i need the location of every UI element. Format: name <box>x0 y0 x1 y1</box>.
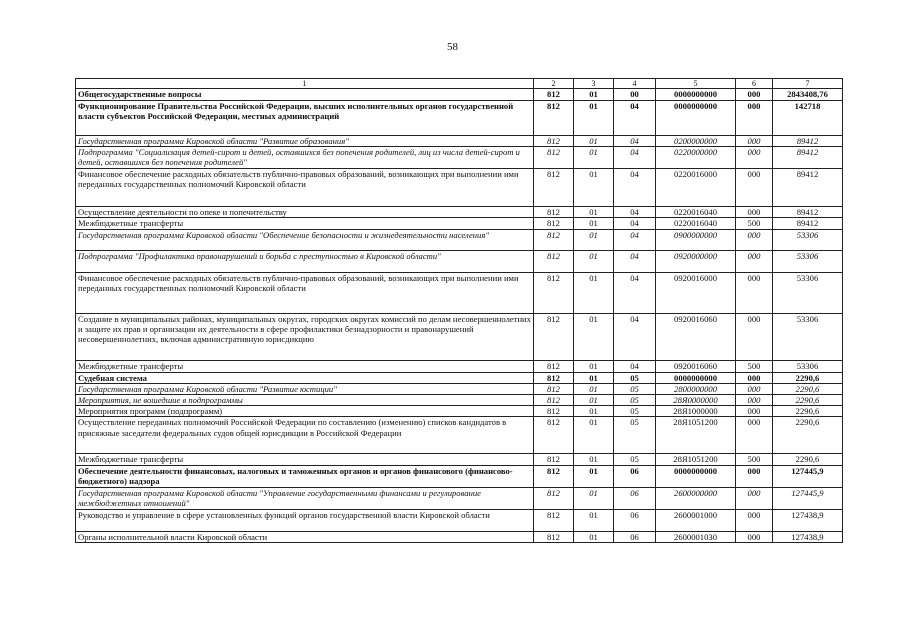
header-cell: 7 <box>773 79 843 89</box>
item-name-cell: Функционирование Правительства Российской Федерации, высших исполнительных органов государственной власти субъектов Российской Федерации, местных администраций <box>76 101 534 136</box>
table-row <box>76 487 843 509</box>
amount-cell: 89412 <box>773 207 843 218</box>
subsection-code-cell: 05 <box>614 454 656 465</box>
subsection-code-cell: 06 <box>614 487 656 509</box>
item-name-cell: Государственная программа Кировской области "Управление государственными финансами и регулирование межбюджетных отношений" <box>76 487 534 509</box>
amount-cell: 89412 <box>773 147 843 169</box>
subsection-code-cell: 04 <box>614 147 656 169</box>
target-article-cell: 0220016000 <box>656 169 736 207</box>
chapter-code-cell: 01 <box>574 89 614 101</box>
expense-type-cell: 500 <box>736 218 773 229</box>
section-code-cell: 812 <box>534 207 574 218</box>
table-row <box>76 313 843 360</box>
chapter-code-cell: 01 <box>574 360 614 372</box>
expense-type-cell: 000 <box>736 169 773 207</box>
chapter-code-cell: 01 <box>574 136 614 147</box>
subsection-code-cell: 00 <box>614 89 656 101</box>
amount-cell: 53306 <box>773 360 843 372</box>
amount-cell: 2290,6 <box>773 454 843 465</box>
amount-cell: 127438,9 <box>773 509 843 531</box>
section-code-cell: 812 <box>534 313 574 360</box>
chapter-code-cell: 01 <box>574 406 614 417</box>
subsection-code-cell: 05 <box>614 417 656 454</box>
section-code-cell: 812 <box>534 372 574 383</box>
target-article-cell: 0220016040 <box>656 207 736 218</box>
expense-type-cell: 000 <box>736 531 773 542</box>
target-article-cell: 2800000000 <box>656 383 736 394</box>
expense-type-cell: 000 <box>736 395 773 406</box>
chapter-code-cell: 01 <box>574 487 614 509</box>
header-cell: 5 <box>656 79 736 89</box>
target-article-cell: 0920016000 <box>656 272 736 313</box>
header-cell: 4 <box>614 79 656 89</box>
expense-type-cell: 000 <box>736 207 773 218</box>
chapter-code-cell: 01 <box>574 250 614 272</box>
chapter-code-cell: 01 <box>574 454 614 465</box>
subsection-code-cell: 05 <box>614 383 656 394</box>
target-article-cell: 0000000000 <box>656 89 736 101</box>
chapter-code-cell: 01 <box>574 169 614 207</box>
chapter-code-cell: 01 <box>574 465 614 487</box>
subsection-code-cell: 05 <box>614 395 656 406</box>
amount-cell: 2290,6 <box>773 406 843 417</box>
header-cell: 6 <box>736 79 773 89</box>
expense-type-cell: 000 <box>736 313 773 360</box>
section-code-cell: 812 <box>534 229 574 250</box>
section-code-cell: 812 <box>534 169 574 207</box>
target-article-cell: 28Я1051200 <box>656 417 736 454</box>
table-row <box>76 136 843 147</box>
expense-type-cell: 000 <box>736 509 773 531</box>
amount-cell: 127445,9 <box>773 465 843 487</box>
header-cell: 1 <box>76 79 534 89</box>
subsection-code-cell: 06 <box>614 509 656 531</box>
section-code-cell: 812 <box>534 101 574 136</box>
section-code-cell: 812 <box>534 406 574 417</box>
section-code-cell: 812 <box>534 147 574 169</box>
subsection-code-cell: 04 <box>614 229 656 250</box>
subsection-code-cell: 04 <box>614 218 656 229</box>
subsection-code-cell: 05 <box>614 372 656 383</box>
item-name-cell: Подпрограмма "Социализация детей-сирот и детей, оставшихся без попечения родителей, лиц из числа детей-сирот и детей, оставшихся без попечения родителей" <box>76 147 534 169</box>
item-name-cell: Руководство и управление в сфере установленных функций органов государственной власти Кировской области <box>76 509 534 531</box>
amount-cell: 127438,9 <box>773 531 843 542</box>
section-code-cell: 812 <box>534 465 574 487</box>
section-code-cell: 812 <box>534 383 574 394</box>
chapter-code-cell: 01 <box>574 417 614 454</box>
subsection-code-cell: 04 <box>614 101 656 136</box>
subsection-code-cell: 04 <box>614 250 656 272</box>
chapter-code-cell: 01 <box>574 229 614 250</box>
item-name-cell: Создание в муниципальных районах, муниципальных округах, городских округах комиссий по делам несовершеннолетних и защите их прав и организации их деятельности в сфере профилактики безнадзорности и правонарушений несовершеннолетних, включая административную юрисдикцию <box>76 313 534 360</box>
target-article-cell: 28Я0000000 <box>656 395 736 406</box>
item-name-cell: Финансовое обеспечение расходных обязательств публично-правовых образований, возникающих при выполнении ими переданных государственных полномочий Кировской области <box>76 272 534 313</box>
section-code-cell: 812 <box>534 454 574 465</box>
target-article-cell: 28Я1051200 <box>656 454 736 465</box>
table-row <box>76 531 843 542</box>
chapter-code-cell: 01 <box>574 218 614 229</box>
target-article-cell: 0920000000 <box>656 250 736 272</box>
amount-cell: 89412 <box>773 169 843 207</box>
subsection-code-cell: 05 <box>614 406 656 417</box>
subsection-code-cell: 04 <box>614 207 656 218</box>
table-row <box>76 207 843 218</box>
chapter-code-cell: 01 <box>574 383 614 394</box>
expense-type-cell: 000 <box>736 136 773 147</box>
page-number: 58 <box>447 41 458 53</box>
subsection-code-cell: 06 <box>614 465 656 487</box>
target-article-cell: 2600001000 <box>656 509 736 531</box>
target-article-cell: 0900000000 <box>656 229 736 250</box>
expense-type-cell: 000 <box>736 417 773 454</box>
expense-type-cell: 000 <box>736 487 773 509</box>
expense-type-cell: 500 <box>736 360 773 372</box>
item-name-cell: Обеспечение деятельности финансовых, налоговых и таможенных органов и органов финансового (финансово-бюджетного) надзора <box>76 465 534 487</box>
item-name-cell: Судебная система <box>76 372 534 383</box>
chapter-code-cell: 01 <box>574 101 614 136</box>
expense-type-cell: 000 <box>736 250 773 272</box>
target-article-cell: 0920016060 <box>656 360 736 372</box>
target-article-cell: 0000000000 <box>656 465 736 487</box>
subsection-code-cell: 04 <box>614 313 656 360</box>
target-article-cell: 0920016060 <box>656 313 736 360</box>
amount-cell: 53306 <box>773 250 843 272</box>
section-code-cell: 812 <box>534 89 574 101</box>
chapter-code-cell: 01 <box>574 509 614 531</box>
section-code-cell: 812 <box>534 487 574 509</box>
expense-type-cell: 000 <box>736 147 773 169</box>
table-row <box>76 89 843 101</box>
expense-type-cell: 000 <box>736 465 773 487</box>
table-row <box>76 454 843 465</box>
item-name-cell: Межбюджетные трансферты <box>76 454 534 465</box>
expense-type-cell: 000 <box>736 101 773 136</box>
target-article-cell: 2600001030 <box>656 531 736 542</box>
target-article-cell: 0200000000 <box>656 136 736 147</box>
table-row <box>76 169 843 207</box>
header-cell: 3 <box>574 79 614 89</box>
section-code-cell: 812 <box>534 272 574 313</box>
item-name-cell: Государственная программа Кировской области "Развитие юстиции" <box>76 383 534 394</box>
table-row <box>76 406 843 417</box>
table-row <box>76 465 843 487</box>
expense-type-cell: 000 <box>736 272 773 313</box>
section-code-cell: 812 <box>534 360 574 372</box>
table-row <box>76 147 843 169</box>
item-name-cell: Государственная программа Кировской области "Обеспечение безопасности и жизнедеятельности населения" <box>76 229 534 250</box>
chapter-code-cell: 01 <box>574 207 614 218</box>
target-article-cell: 28Я1000000 <box>656 406 736 417</box>
subsection-code-cell: 04 <box>614 272 656 313</box>
target-article-cell: 0000000000 <box>656 101 736 136</box>
item-name-cell: Осуществление деятельности по опеке и попечительству <box>76 207 534 218</box>
table-row <box>76 395 843 406</box>
amount-cell: 2290,6 <box>773 372 843 383</box>
amount-cell: 142718 <box>773 101 843 136</box>
header-cell: 2 <box>534 79 574 89</box>
chapter-code-cell: 01 <box>574 531 614 542</box>
budget-table <box>75 78 843 543</box>
target-article-cell: 0220016040 <box>656 218 736 229</box>
chapter-code-cell: 01 <box>574 313 614 360</box>
chapter-code-cell: 01 <box>574 272 614 313</box>
expense-type-cell: 500 <box>736 454 773 465</box>
item-name-cell: Финансовое обеспечение расходных обязательств публично-правовых образований, возникающих при выполнении ими переданных государственных полномочий Кировской области <box>76 169 534 207</box>
table-row <box>76 417 843 454</box>
item-name-cell: Осуществление переданных полномочий Российской Федерации по составлению (изменению) списков кандидатов в присяжные заседатели федеральных судов общей юрисдикции в Российской Федерации <box>76 417 534 454</box>
table-row <box>76 360 843 372</box>
table-header-row <box>76 79 843 89</box>
table-row <box>76 372 843 383</box>
item-name-cell: Общегосударственные вопросы <box>76 89 534 101</box>
section-code-cell: 812 <box>534 250 574 272</box>
item-name-cell: Мероприятия программ (подпрограмм) <box>76 406 534 417</box>
section-code-cell: 812 <box>534 218 574 229</box>
subsection-code-cell: 06 <box>614 531 656 542</box>
subsection-code-cell: 04 <box>614 136 656 147</box>
target-article-cell: 2600000000 <box>656 487 736 509</box>
amount-cell: 89412 <box>773 136 843 147</box>
table-row <box>76 229 843 250</box>
table-row <box>76 509 843 531</box>
item-name-cell: Межбюджетные трансферты <box>76 218 534 229</box>
chapter-code-cell: 01 <box>574 147 614 169</box>
expense-type-cell: 000 <box>736 372 773 383</box>
item-name-cell: Подпрограмма "Профилактика правонарушений и борьба с преступностью в Кировской области" <box>76 250 534 272</box>
expense-type-cell: 000 <box>736 383 773 394</box>
table-row <box>76 250 843 272</box>
amount-cell: 89412 <box>773 218 843 229</box>
amount-cell: 2290,6 <box>773 395 843 406</box>
section-code-cell: 812 <box>534 417 574 454</box>
subsection-code-cell: 04 <box>614 169 656 207</box>
amount-cell: 2290,6 <box>773 383 843 394</box>
table-row <box>76 272 843 313</box>
section-code-cell: 812 <box>534 509 574 531</box>
subsection-code-cell: 04 <box>614 360 656 372</box>
target-article-cell: 0000000000 <box>656 372 736 383</box>
item-name-cell: Межбюджетные трансферты <box>76 360 534 372</box>
chapter-code-cell: 01 <box>574 395 614 406</box>
item-name-cell: Государственная программа Кировской области "Развитие образования" <box>76 136 534 147</box>
amount-cell: 127445,9 <box>773 487 843 509</box>
table-row <box>76 218 843 229</box>
item-name-cell: Органы исполнительной власти Кировской области <box>76 531 534 542</box>
amount-cell: 2843408,76 <box>773 89 843 101</box>
table-row <box>76 101 843 136</box>
section-code-cell: 812 <box>534 531 574 542</box>
section-code-cell: 812 <box>534 395 574 406</box>
item-name-cell: Мероприятия, не вошедшие в подпрограммы <box>76 395 534 406</box>
table-row <box>76 383 843 394</box>
amount-cell: 53306 <box>773 313 843 360</box>
amount-cell: 53306 <box>773 272 843 313</box>
section-code-cell: 812 <box>534 136 574 147</box>
amount-cell: 2290,6 <box>773 417 843 454</box>
expense-type-cell: 000 <box>736 406 773 417</box>
target-article-cell: 0220000000 <box>656 147 736 169</box>
expense-type-cell: 000 <box>736 229 773 250</box>
chapter-code-cell: 01 <box>574 372 614 383</box>
amount-cell: 53306 <box>773 229 843 250</box>
expense-type-cell: 000 <box>736 89 773 101</box>
